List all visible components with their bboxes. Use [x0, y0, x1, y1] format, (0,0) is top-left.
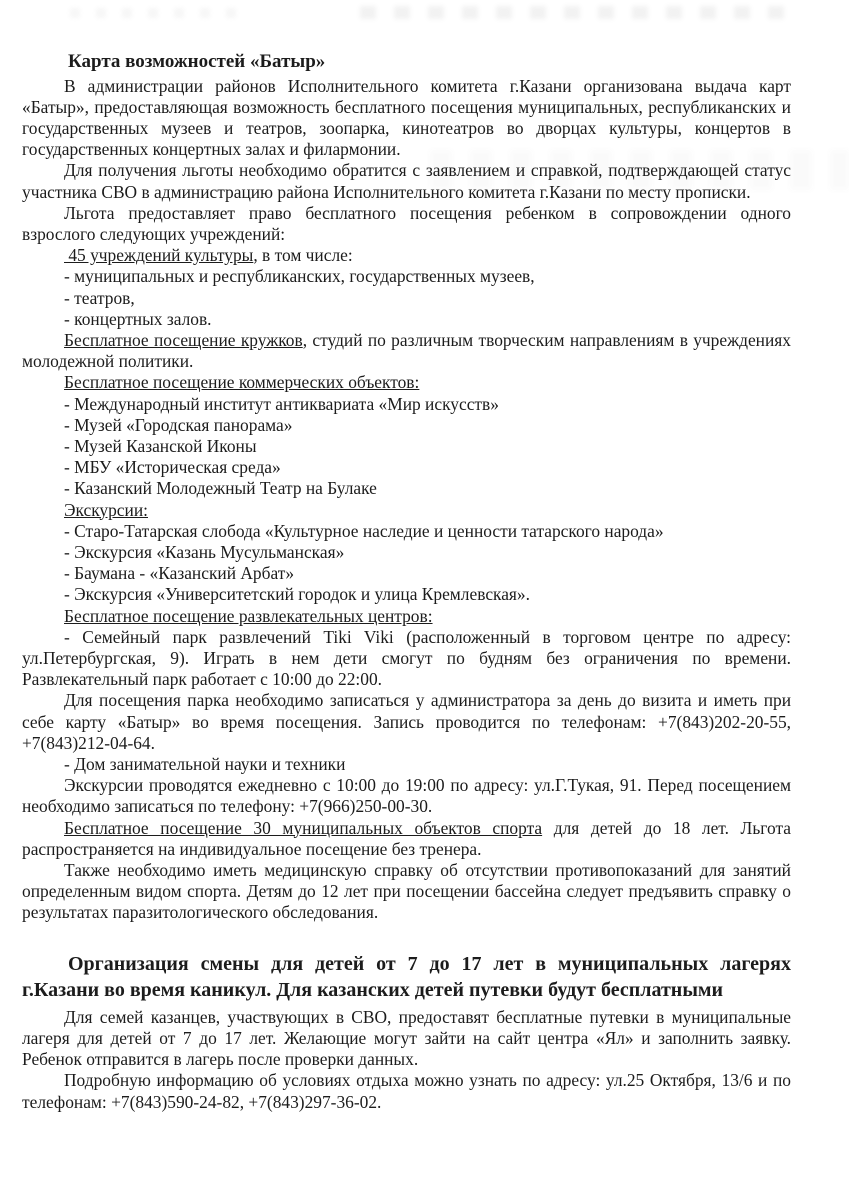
text-run: Бесплатное посещение коммерческих объектов: — [64, 372, 420, 393]
paragraph — [22, 606, 791, 627]
text-run: для детей до 18 лет. Льгота распространяется на индивидуальное посещение без тренера. — [22, 817, 791, 859]
paragraph — [22, 245, 791, 266]
paragraph — [22, 1007, 791, 1071]
paragraph — [22, 478, 791, 499]
text-run: Для семей казанцев, участвующих в СВО, предоставят бесплатные путевки в муниципальные лагеря для детей от 7 до 17 лет. Желающие могут зайти на сайт центра «Ял» и заполнить заявку. Ребенок отправится в лагерь после проверки данных. — [22, 1006, 791, 1070]
text-run: - театров, — [64, 287, 135, 308]
text-run: - Баумана - «Казанский Арбат» — [64, 563, 295, 584]
text-run: Также необходимо иметь медицинскую справку об отсутствии противопоказаний для занятий определенным видом спорта. Детям до 12 лет при посещении бассейна следует предъявить справку о результатах паразитологического обследования. — [22, 860, 791, 923]
paragraph — [22, 288, 791, 309]
paragraph — [22, 266, 791, 287]
text-run: Бесплатное посещение развлекательных центров: — [64, 605, 433, 626]
text-run: - Музей Казанской Иконы — [64, 435, 257, 456]
text-run: Бесплатное посещение 30 муниципальных объектов спорта — [64, 817, 543, 838]
text-run: , студий по различным творческим направлениям в учреждениях молодежной политики. — [22, 329, 791, 372]
paragraph — [22, 330, 791, 372]
paragraph — [22, 436, 791, 457]
text-run: - Семейный парк развлечений Tiki Viki (расположенный в торговом центре по адресу: ул.Петербургская, 9). Играть в нем дети смогут по будням без ограничения по времени. Развлекательный парк работает с 10:00 до 22:00. — [22, 626, 791, 690]
text-run: - Дом занимательной науки и техники — [64, 754, 346, 774]
paragraph — [22, 500, 791, 521]
text-run: Льгота предоставляет право бесплатного посещения ребенком в сопровождении одного взрослого следующих учреждений: — [22, 202, 791, 244]
paragraph — [22, 372, 791, 393]
section-heading — [22, 951, 791, 1004]
text-run: Для посещения парка необходимо записаться у администратора за день до визита и иметь при себе карту «Батыр» во время посещения. Запись проводится по телефонам: +7(843)202-20-55, +7(843)212-04-64. — [22, 690, 791, 753]
text-run: Бесплатное посещение кружков — [64, 329, 303, 350]
paragraph — [22, 627, 791, 691]
paragraph — [22, 415, 791, 436]
scan-artifact — [360, 6, 800, 19]
paragraph — [22, 690, 791, 754]
text-run: - муниципальных и республиканских, государственных музеев, — [64, 266, 535, 287]
text-run: Организация смены для детей от 7 до 17 лет в муниципальных лагерях г.Казани во время каникул. Для казанских детей путевки будут бесплатными — [22, 952, 791, 1002]
paragraph — [22, 563, 791, 584]
text-run: - Старо-Татарская слобода «Культурное наследие и ценности татарского народа» — [64, 520, 664, 541]
paragraph — [22, 542, 791, 563]
text-run: Подробную информацию об условиях отдыха можно узнать по адресу: ул.25 Октября, 13/6 и по телефонам: +7(843)590-24-82, +7(843)297-36-02. — [22, 1070, 791, 1112]
paragraph — [22, 754, 791, 775]
paragraph — [22, 309, 791, 330]
text-run: 45 учреждений культуры — [64, 245, 254, 266]
text-run: Экскурсии: — [64, 499, 148, 520]
paragraph — [22, 775, 791, 817]
text-run: - Музей «Городская панорама» — [64, 414, 293, 435]
text-run: - концертных залов. — [64, 308, 212, 329]
document-title — [22, 50, 791, 74]
paragraph — [22, 818, 791, 860]
paragraph — [22, 1070, 791, 1112]
paragraph — [22, 76, 791, 161]
document-content — [22, 50, 791, 1113]
text-run: - Экскурсия «Казань Мусульманская» — [64, 541, 345, 562]
text-run: Карта возможностей «Батыр» — [68, 51, 326, 72]
paragraph — [22, 394, 791, 415]
paragraph — [22, 521, 791, 542]
paragraph — [22, 584, 791, 605]
text-run: - Экскурсия «Университетский городок и улица Кремлевская». — [64, 584, 530, 605]
paragraph — [22, 457, 791, 478]
text-run: Экскурсии проводятся ежедневно с 10:00 до 19:00 по адресу: ул.Г.Тукая, 91. Перед посещением необходимо записаться по телефону: +7(966)250-00-30. — [22, 775, 791, 817]
scan-artifact — [70, 8, 250, 18]
text-run: Для получения льготы необходимо обратится с заявлением и справкой, подтверждающей статус участника СВО в администрацию района Исполнительного комитета г.Казани по месту прописки. — [22, 160, 791, 202]
text-run: В администрации районов Исполнительного комитета г.Казани организована выдача карт «Батыр», предоставляющая возможность бесплатного посещения муниципальных, республиканских и государственных музеев и театров, зоопарка, кинотеатров во дворцах культуры, концертов в государственных концертных залах и филармонии. — [22, 75, 791, 160]
text-run: - Казанский Молодежный Театр на Булаке — [64, 478, 377, 499]
paragraph — [22, 160, 791, 202]
text-run: , в том числе: — [253, 245, 353, 266]
text-run: - МБУ «Историческая среда» — [64, 457, 281, 478]
paragraph — [22, 860, 791, 924]
text-run: - Международный институт антиквариата «Мир искусств» — [64, 393, 499, 414]
paragraph — [22, 203, 791, 245]
